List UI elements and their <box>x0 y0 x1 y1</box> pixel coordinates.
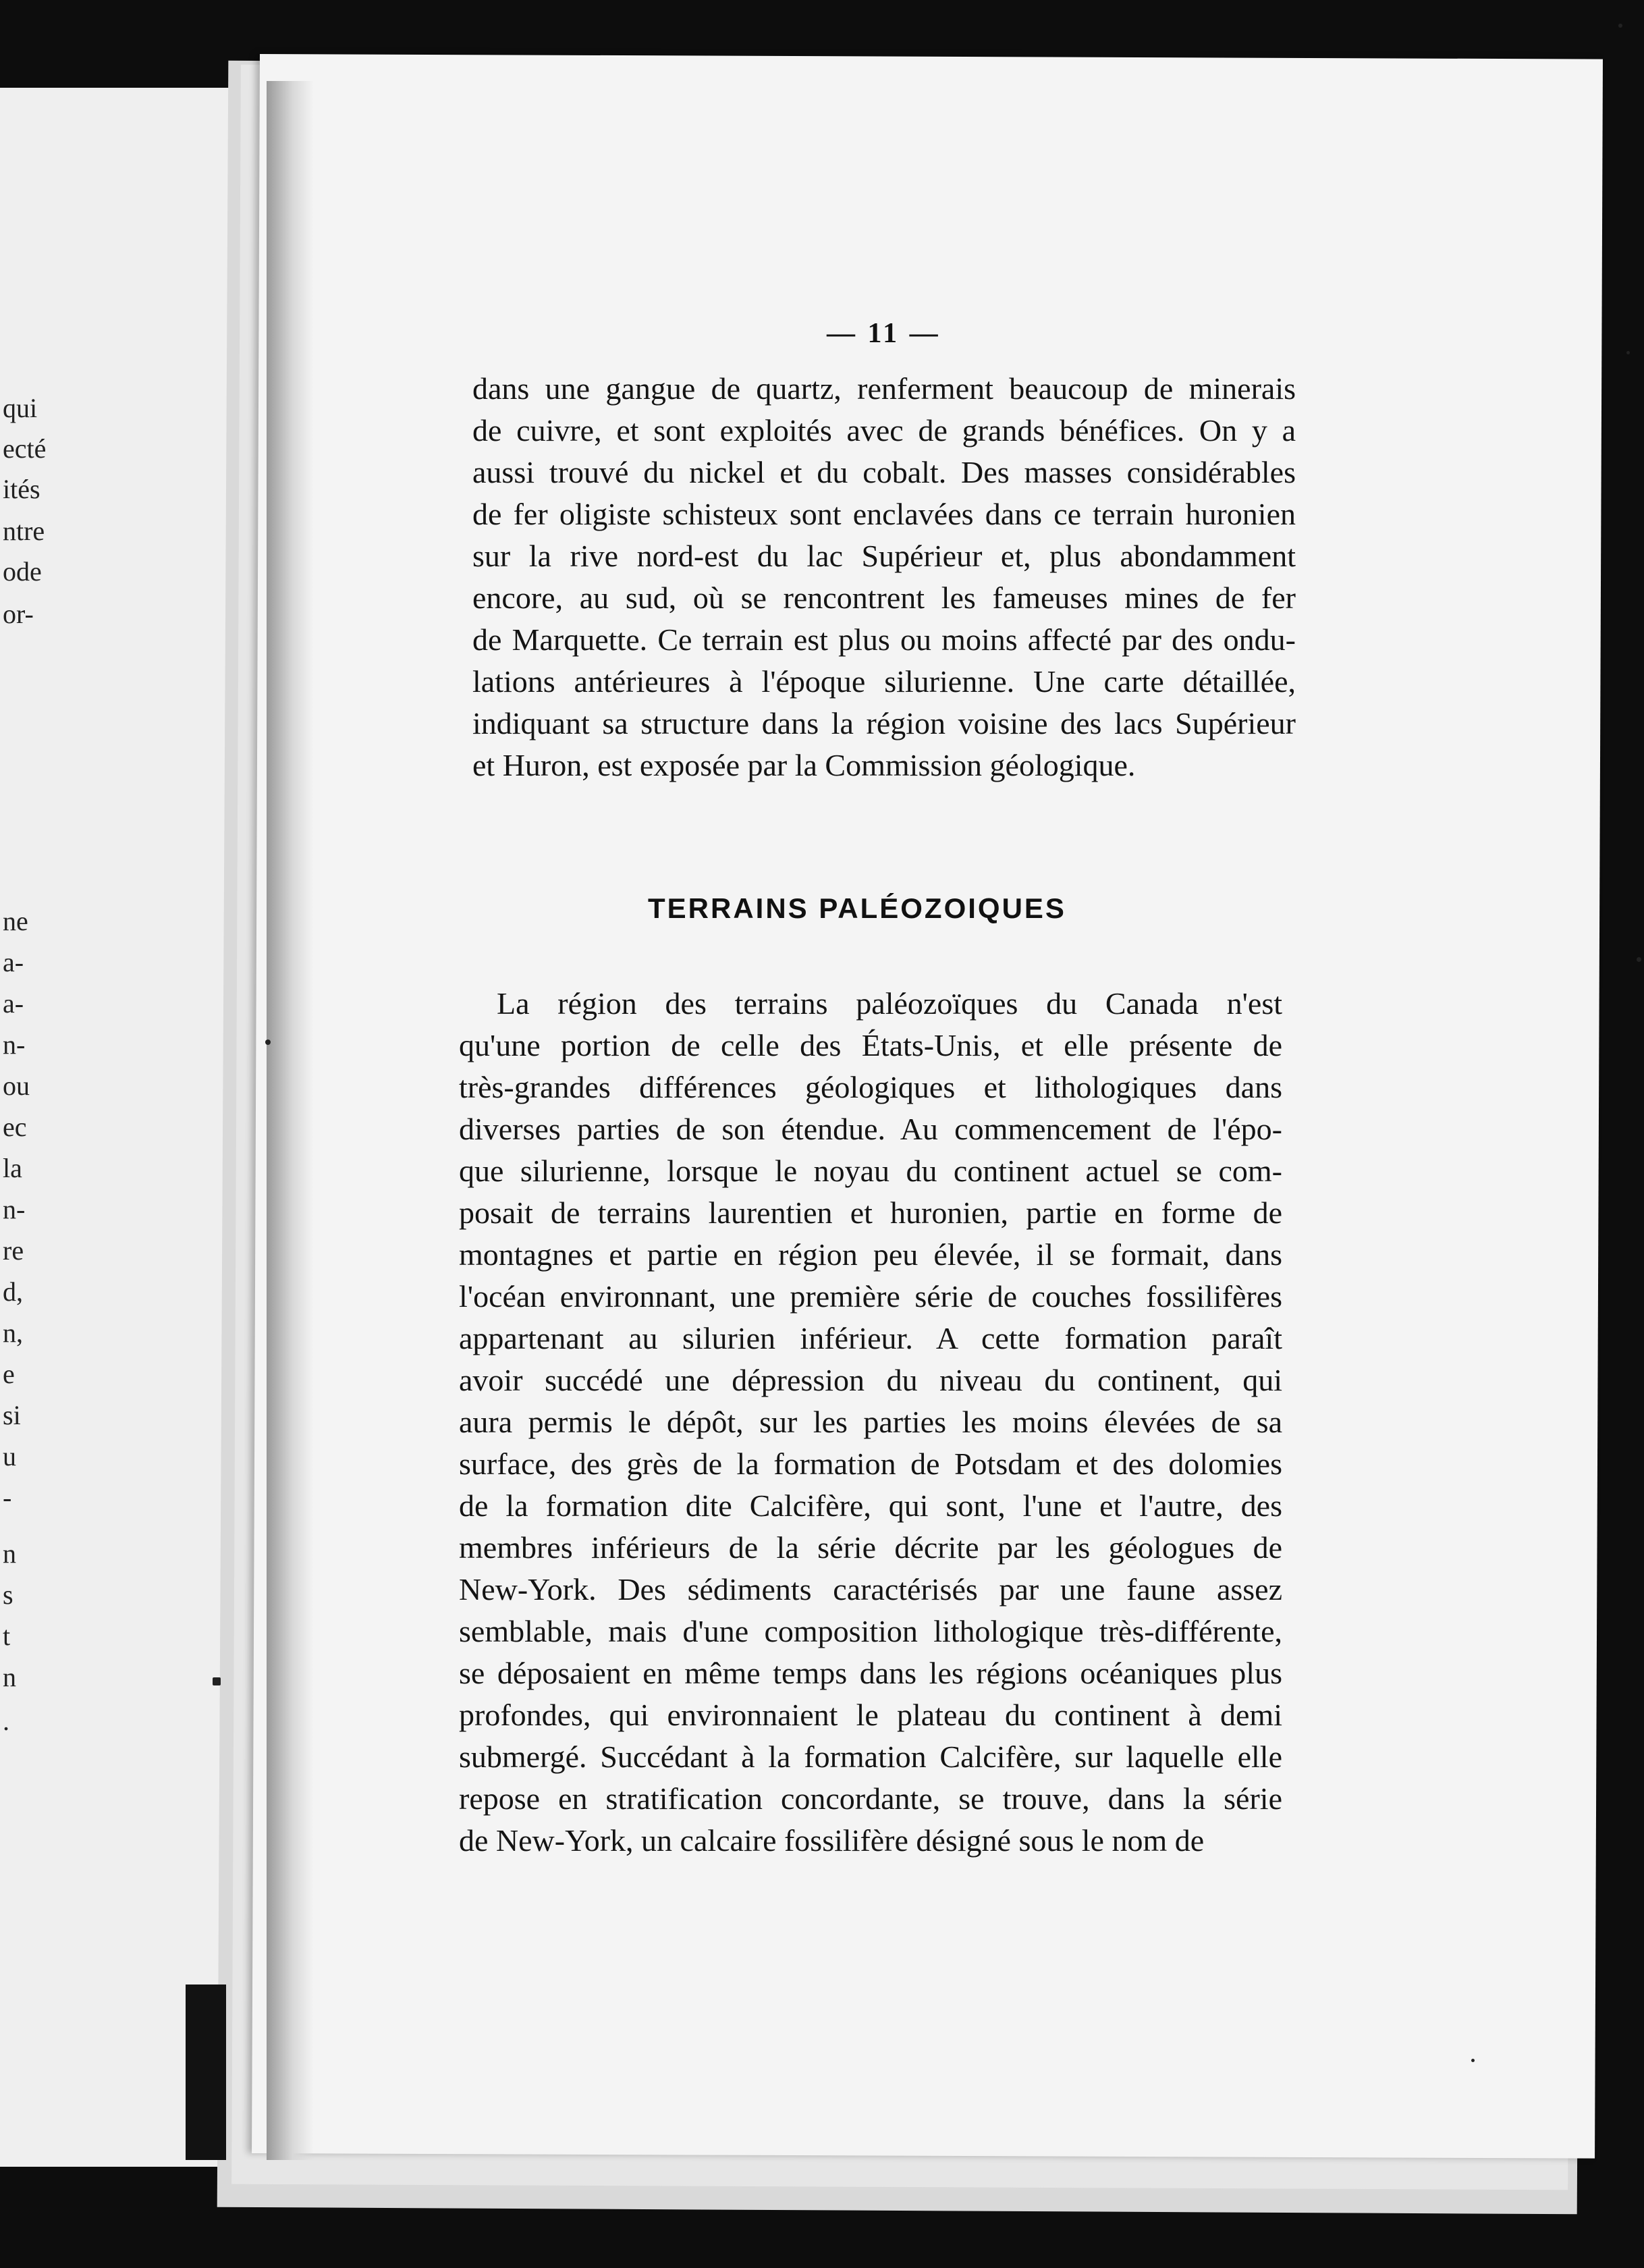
binding-edge <box>186 1985 226 2160</box>
left-page-text-fragment: e <box>3 1359 15 1389</box>
left-page-text-fragment: si <box>3 1400 21 1430</box>
text-line: profondes, qui environnaient le plateau du continent à demi <box>459 1698 1282 1732</box>
scan-speck <box>1471 2059 1475 2062</box>
left-page-text-fragment: n- <box>3 1194 26 1224</box>
text-line: posait de terrains laurentien et huronien, partie en forme de <box>459 1195 1282 1230</box>
scan-speck <box>1626 351 1630 354</box>
left-page-text-fragment: re <box>3 1235 24 1266</box>
left-page-text-fragment: qui <box>3 393 38 423</box>
text-line: et Huron, est exposée par la Commission géologique. <box>472 748 1136 782</box>
section-heading: TERRAINS PALÉOZOIQUES <box>648 892 1066 924</box>
text-line: très-grandes différences géologiques et lithologiques dans <box>459 1070 1282 1104</box>
text-line: submergé. Succédant à la formation Calcifère, sur laquelle elle <box>459 1739 1282 1774</box>
text-line: surface, des grès de la formation de Potsdam et des dolomies <box>459 1447 1282 1481</box>
left-page-text-fragment: la <box>3 1153 22 1183</box>
page-number: — 11 — <box>827 318 941 349</box>
left-page-text-fragment: ou <box>3 1071 30 1101</box>
text-line: indiquant sa structure dans la région voisine des lacs Supérieur <box>472 706 1296 740</box>
left-page-text-fragment: . <box>3 1706 9 1736</box>
paragraph-2 <box>459 983 1282 1862</box>
left-page-text-fragment: a- <box>3 988 24 1019</box>
text-line: La région des terrains paléozoïques du Canada n'est <box>497 986 1282 1021</box>
scan-speck <box>1637 957 1641 962</box>
left-page-text-fragment: u <box>3 1441 16 1472</box>
left-page-text-fragment: d, <box>3 1276 23 1307</box>
text-line: membres inférieurs de la série décrite par les géologues de <box>459 1530 1282 1565</box>
text-line: qu'une portion de celle des États-Unis, et elle présente de <box>459 1028 1282 1062</box>
left-page-text-fragment: ne <box>3 906 28 936</box>
left-page-text-fragment: ecté <box>3 433 47 464</box>
text-line: New-York. Des sédiments caractérisés par une faune assez <box>459 1572 1282 1606</box>
text-line: de cuivre, et sont exploités avec de grands bénéfices. On y a <box>472 413 1296 448</box>
left-page-text-fragment: n, <box>3 1318 23 1348</box>
text-line: de New-York, un calcaire fossilifère désigné sous le nom de <box>459 1823 1205 1858</box>
left-page-text-fragment: n <box>3 1538 16 1569</box>
scan-speck <box>265 1040 271 1045</box>
text-line: de fer oligiste schisteux sont enclavées dans ce terrain huronien <box>472 497 1296 531</box>
text-line: avoir succédé une dépression du niveau du continent, qui <box>459 1363 1282 1397</box>
binding-gutter <box>267 81 314 2160</box>
text-line: encore, au sud, où se rencontrent les fameuses mines de fer <box>472 580 1296 615</box>
text-line: aura permis le dépôt, sur les parties les moins élevées de sa <box>459 1405 1282 1439</box>
text-line: diverses parties de son étendue. Au commencement de l'épo- <box>459 1112 1282 1146</box>
left-page-text-fragment: n- <box>3 1029 26 1060</box>
paragraph-1 <box>472 368 1296 786</box>
text-line: lations antérieures à l'époque silurienne. Une carte détaillée, <box>472 664 1296 699</box>
text-line: de la formation dite Calcifère, qui sont, l'une et l'autre, des <box>459 1488 1282 1523</box>
left-page-text-fragment: s <box>3 1580 13 1610</box>
left-page-text-fragment: ode <box>3 556 42 587</box>
left-page-text-fragment: ntre <box>3 516 45 546</box>
text-line: sur la rive nord-est du lac Supérieur et, plus abondamment <box>472 539 1296 573</box>
text-line: appartenant au silurien inférieur. A cette formation paraît <box>459 1321 1282 1355</box>
text-line: se déposaient en même temps dans les régions océaniques plus <box>459 1656 1282 1690</box>
left-page-text-fragment: or- <box>3 599 34 629</box>
left-page-text-fragment: ec <box>3 1112 27 1142</box>
left-page-text-fragment: ités <box>3 474 40 504</box>
text-line: aussi trouvé du nickel et du cobalt. Des masses considérables <box>472 455 1296 489</box>
text-line: de Marquette. Ce terrain est plus ou moins affecté par des ondu- <box>472 622 1296 657</box>
text-line: repose en stratification concordante, se trouve, dans la série <box>459 1781 1282 1816</box>
left-page-text-fragment: a- <box>3 947 24 977</box>
left-page-text-fragment: n <box>3 1662 16 1692</box>
text-line: que silurienne, lorsque le noyau du continent actuel se com- <box>459 1154 1282 1188</box>
text-line: montagnes et partie en région peu élevée, il se formait, dans <box>459 1237 1282 1272</box>
scan-speck <box>213 1677 221 1685</box>
scan-speck <box>1618 24 1622 28</box>
text-line: l'océan environnant, une première série de couches fossilifères <box>459 1279 1282 1314</box>
text-line: semblable, mais d'une composition lithologique très-différente, <box>459 1614 1282 1648</box>
left-page-text-fragment: - <box>3 1482 12 1513</box>
left-page-text-fragment: t <box>3 1621 11 1651</box>
text-line: dans une gangue de quartz, renferment beaucoup de minerais <box>472 371 1296 406</box>
